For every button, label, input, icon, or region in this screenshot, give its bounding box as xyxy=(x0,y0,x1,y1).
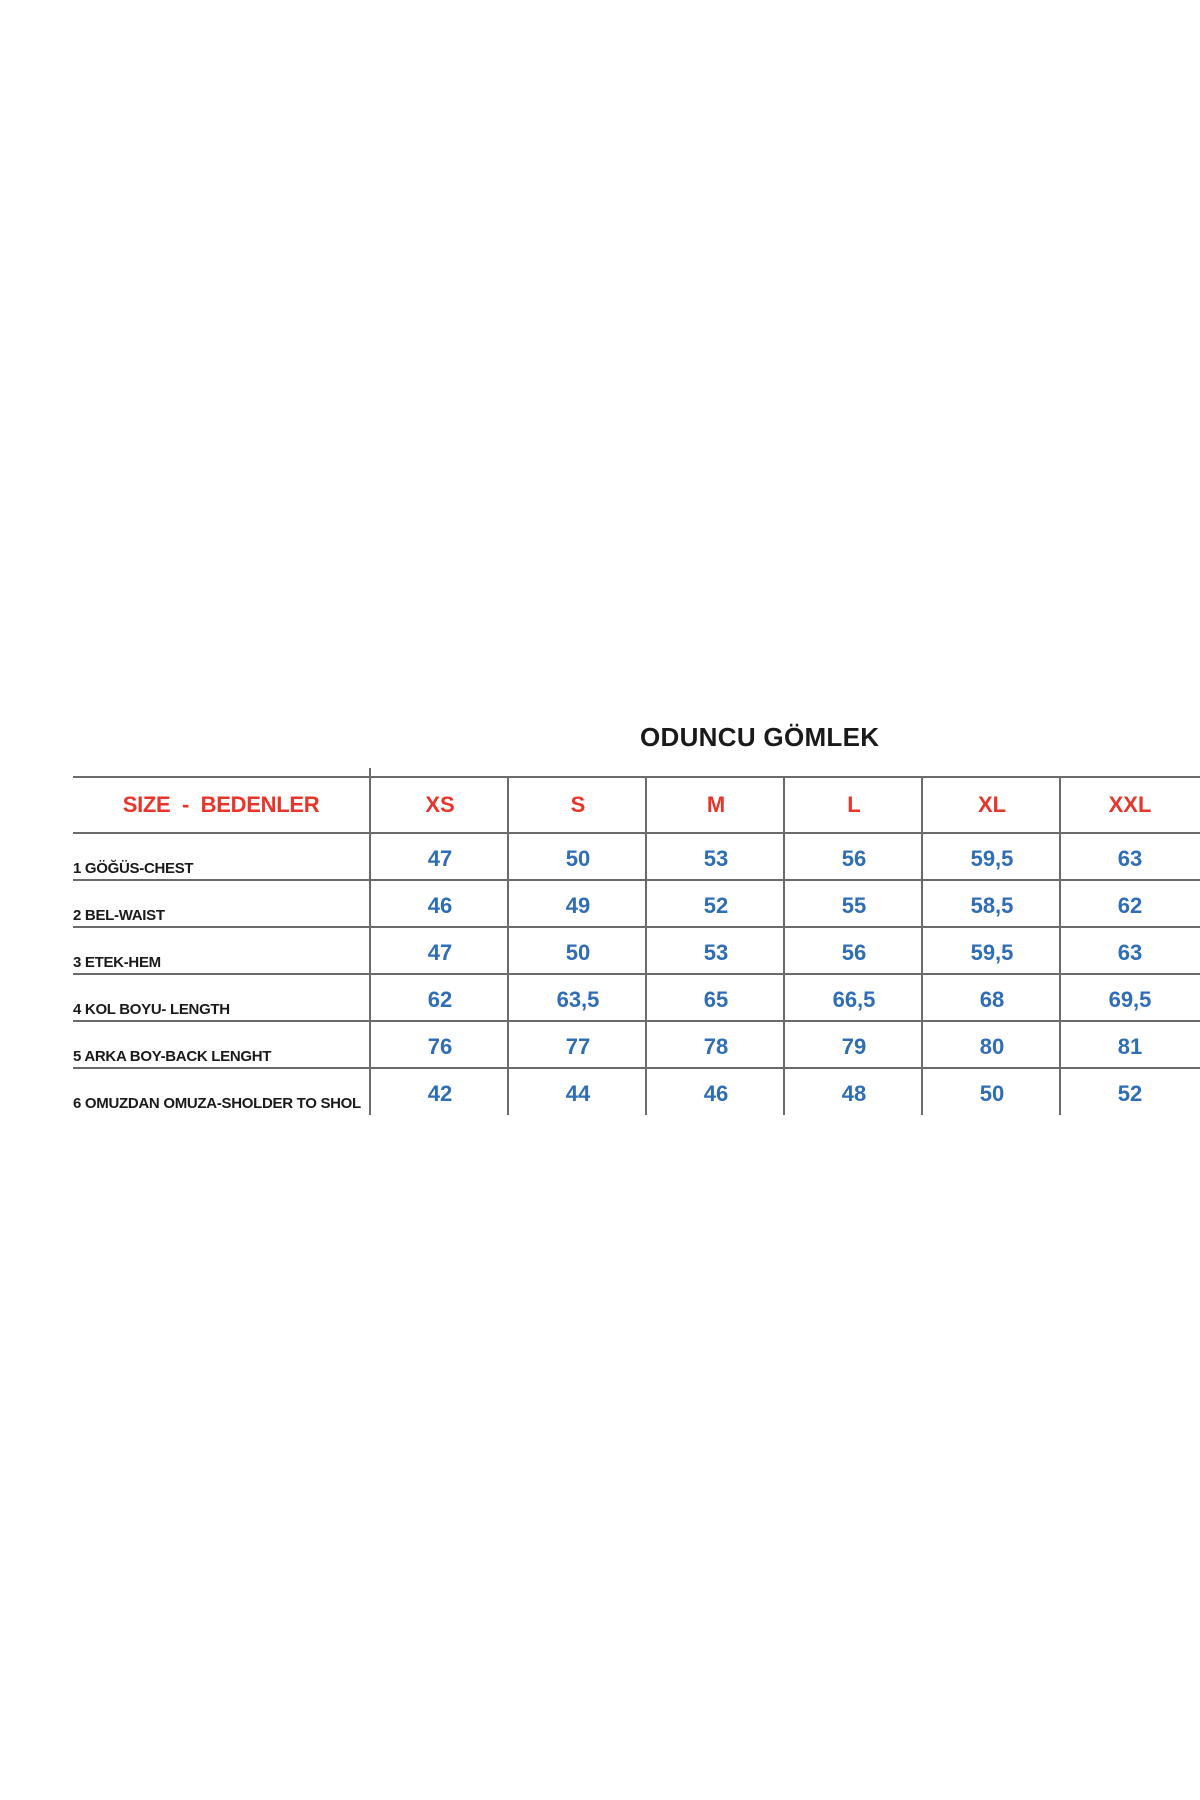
table-cell: 76 xyxy=(427,1034,453,1059)
table-cell: 50 xyxy=(565,846,591,871)
table-header-row xyxy=(73,778,1200,832)
table-cell: 50 xyxy=(565,940,591,965)
table-cell: 78 xyxy=(703,1034,729,1059)
table-cell: 79 xyxy=(841,1034,867,1059)
table-cell: 65 xyxy=(703,987,729,1012)
table-cell: 52 xyxy=(703,893,729,918)
row-label: 5 ARKA BOY-BACK LENGHT xyxy=(73,1048,272,1065)
table-cell: 42 xyxy=(427,1081,453,1106)
row-label: 3 ETEK-HEM xyxy=(73,954,161,971)
table-cell: 68 xyxy=(979,987,1005,1012)
table-row xyxy=(73,881,1200,926)
table-row xyxy=(73,1022,1200,1067)
header-size-s: S xyxy=(570,792,586,817)
table-cell: 56 xyxy=(841,846,867,871)
table-cell: 63 xyxy=(1117,846,1143,871)
table-cell: 46 xyxy=(703,1081,729,1106)
table-cell: 47 xyxy=(427,846,453,871)
table-cell: 59,5 xyxy=(970,846,1014,871)
table-row xyxy=(73,834,1200,879)
table-cell: 80 xyxy=(979,1034,1005,1059)
header-size-xxl: XXL xyxy=(1108,792,1152,817)
table-cell: 56 xyxy=(841,940,867,965)
table-cell: 44 xyxy=(565,1081,591,1106)
table-row xyxy=(73,1069,1200,1114)
table-cell: 50 xyxy=(979,1081,1005,1106)
row-label: 4 KOL BOYU- LENGTH xyxy=(73,1001,230,1018)
table-cell: 52 xyxy=(1117,1081,1143,1106)
header-size-m: M xyxy=(706,792,726,817)
table-cell: 77 xyxy=(565,1034,591,1059)
row-label: 6 OMUZDAN OMUZA-SHOLDER TO SHOL xyxy=(73,1095,361,1112)
header-size-l: L xyxy=(847,792,861,817)
table-row xyxy=(73,928,1200,973)
table-cell: 55 xyxy=(841,893,867,918)
table-cell: 58,5 xyxy=(970,893,1014,918)
table-cell: 46 xyxy=(427,893,453,918)
row-label: 1 GÖĞÜS-CHEST xyxy=(73,860,194,877)
table-cell: 53 xyxy=(703,846,729,871)
table-cell: 47 xyxy=(427,940,453,965)
header-size-xl: XL xyxy=(977,792,1007,817)
header-size-xs: XS xyxy=(425,792,455,817)
table-row xyxy=(73,975,1200,1020)
table-cell: 69,5 xyxy=(1108,987,1152,1012)
table-cell: 62 xyxy=(1117,893,1143,918)
row-label: 2 BEL-WAIST xyxy=(73,907,165,924)
table-cell: 49 xyxy=(565,893,591,918)
table-cell: 53 xyxy=(703,940,729,965)
table-cell: 62 xyxy=(427,987,453,1012)
table-cell: 63,5 xyxy=(556,987,600,1012)
size-table xyxy=(73,776,1200,1116)
table-cell: 66,5 xyxy=(832,987,876,1012)
table-cell: 48 xyxy=(841,1081,867,1106)
chart-title: ODUNCU GÖMLEK xyxy=(640,722,880,752)
table-cell: 59,5 xyxy=(970,940,1014,965)
table-cell: 63 xyxy=(1117,940,1143,965)
table-cell: 81 xyxy=(1117,1034,1143,1059)
header-size-label: SIZE - BEDENLER xyxy=(122,792,320,817)
